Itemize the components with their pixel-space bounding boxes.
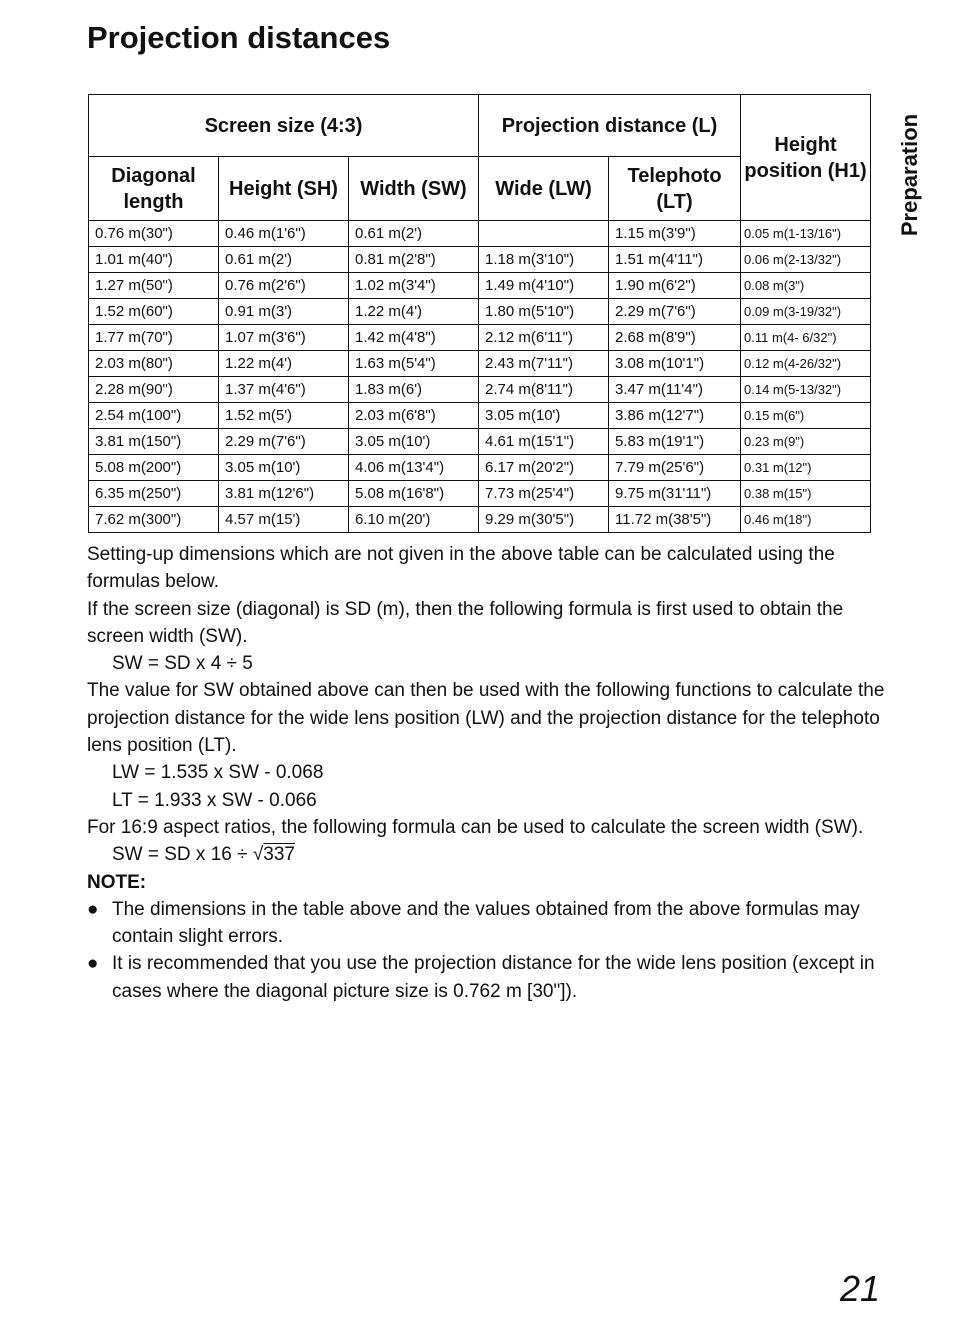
table-row	[89, 325, 871, 351]
telephoto-cell: 3.08 m(10'1")	[609, 351, 741, 377]
wide-cell	[479, 221, 609, 247]
telephoto-cell: 7.79 m(25'6")	[609, 455, 741, 481]
diagonal-cell: 0.76 m(30")	[89, 221, 219, 247]
height-cell: 3.05 m(10')	[219, 455, 349, 481]
diagonal-cell: 2.54 m(100")	[89, 403, 219, 429]
wide-cell: 1.49 m(4'10")	[479, 273, 609, 299]
table-row	[89, 273, 871, 299]
width-cell: 6.10 m(20')	[349, 507, 479, 533]
height-cell: 0.46 m(1'6")	[219, 221, 349, 247]
height-position-cell: 0.05 m(1-13/16")	[741, 221, 871, 247]
table-row	[89, 299, 871, 325]
diagonal-cell: 1.27 m(50")	[89, 273, 219, 299]
instructions	[87, 541, 887, 1005]
height-position-cell: 0.38 m(15")	[741, 481, 871, 507]
width-cell: 4.06 m(13'4")	[349, 455, 479, 481]
section-tab	[880, 95, 940, 255]
table-row	[89, 455, 871, 481]
telephoto-cell: 3.47 m(11'4")	[609, 377, 741, 403]
height-cell: 0.91 m(3')	[219, 299, 349, 325]
wide-cell: 2.12 m(6'11")	[479, 325, 609, 351]
table-group-header-row	[89, 95, 871, 157]
height-position-cell: 0.23 m(9")	[741, 429, 871, 455]
table-row	[89, 481, 871, 507]
table-row	[89, 429, 871, 455]
intro-paragraph: Setting-up dimensions which are not given in the above table can be calculated using the formulas below.	[87, 544, 835, 593]
diagonal-cell: 1.52 m(60")	[89, 299, 219, 325]
wide-cell: 1.18 m(3'10")	[479, 247, 609, 273]
width-cell: 0.61 m(2')	[349, 221, 479, 247]
height-position-cell: 0.31 m(12")	[741, 455, 871, 481]
telephoto-cell: 1.90 m(6'2")	[609, 273, 741, 299]
width-cell: 2.03 m(6'8")	[349, 403, 479, 429]
telephoto-cell: 2.29 m(7'6")	[609, 299, 741, 325]
width-cell: 0.81 m(2'8")	[349, 247, 479, 273]
telephoto-cell: 9.75 m(31'11")	[609, 481, 741, 507]
table-row	[89, 403, 871, 429]
height-position-cell: 0.09 m(3-19/32")	[741, 299, 871, 325]
functions-paragraph: The value for SW obtained above can then be used with the following functions to calculate the projection distance for the wide lens position (LW) and the projection distance for the telephoto lens position (LT).	[87, 680, 885, 757]
section-tab-label: Preparation	[897, 113, 922, 237]
height-cell: 1.52 m(5')	[219, 403, 349, 429]
wide-cell: 4.61 m(15'1")	[479, 429, 609, 455]
diagonal-cell: 3.81 m(150")	[89, 429, 219, 455]
projection-distance-header: Projection distance (L)	[479, 95, 741, 157]
height-position-cell: 0.06 m(2-13/32")	[741, 247, 871, 273]
wide-cell: 9.29 m(30'5")	[479, 507, 609, 533]
page-number: 21	[840, 1268, 881, 1309]
telephoto-cell: 5.83 m(19'1")	[609, 429, 741, 455]
height-cell: 2.29 m(7'6")	[219, 429, 349, 455]
screen-size-header: Screen size (4:3)	[89, 95, 479, 157]
diagonal-cell: 5.08 m(200")	[89, 455, 219, 481]
telephoto-cell: 1.15 m(3'9")	[609, 221, 741, 247]
wide-header: Wide (LW)	[479, 157, 609, 221]
note-item	[87, 896, 887, 951]
width-cell: 1.63 m(5'4")	[349, 351, 479, 377]
diagonal-cell: 2.28 m(90")	[89, 377, 219, 403]
width-cell: 5.08 m(16'8")	[349, 481, 479, 507]
height-position-cell: 0.15 m(6")	[741, 403, 871, 429]
height-position-header: Height position (H1)	[741, 95, 871, 221]
formula-lt: LT = 1.933 x SW - 0.066	[112, 789, 317, 811]
table-body	[89, 221, 871, 533]
formula-sw-16-9	[87, 841, 887, 868]
width-cell: 1.83 m(6')	[349, 377, 479, 403]
aspect-paragraph: For 16:9 aspect ratios, the following formula can be used to calculate the screen width (SW).	[87, 816, 864, 838]
diagonal-cell: 1.77 m(70")	[89, 325, 219, 351]
formula-lw: LW = 1.535 x SW - 0.068	[112, 762, 324, 784]
width-cell: 1.02 m(3'4")	[349, 273, 479, 299]
diagonal-cell: 7.62 m(300")	[89, 507, 219, 533]
height-position-cell: 0.14 m(5-13/32")	[741, 377, 871, 403]
telephoto-cell: 11.72 m(38'5")	[609, 507, 741, 533]
table-row	[89, 507, 871, 533]
bullet-dot: ●	[87, 898, 99, 920]
page-title: Projection distances	[87, 20, 391, 55]
height-cell: 1.22 m(4')	[219, 351, 349, 377]
note-label: NOTE:	[87, 871, 147, 893]
note-item	[87, 950, 887, 1005]
table-row	[89, 221, 871, 247]
wide-cell: 1.80 m(5'10")	[479, 299, 609, 325]
telephoto-header: Telephoto (LT)	[609, 157, 741, 221]
bullet-dot: ●	[87, 953, 99, 975]
width-cell: 3.05 m(10')	[349, 429, 479, 455]
note-text: It is recommended that you use the projection distance for the wide lens position (except in cases where the diagonal picture size is 0.762 m [30"]).	[112, 953, 875, 1002]
table-row	[89, 351, 871, 377]
note-text: The dimensions in the table above and the values obtained from the above formulas may contain slight errors.	[112, 898, 860, 948]
wide-cell: 2.74 m(8'11")	[479, 377, 609, 403]
table-row	[89, 377, 871, 403]
formula-radicand: 337	[263, 844, 295, 866]
screen-width-header: Width (SW)	[349, 157, 479, 221]
diagonal-paragraph: If the screen size (diagonal) is SD (m), then the following formula is first used to obtain the screen width (SW).	[87, 598, 844, 647]
width-cell: 1.42 m(4'8")	[349, 325, 479, 351]
projection-distance-table	[88, 94, 871, 533]
diagonal-cell: 2.03 m(80")	[89, 351, 219, 377]
height-position-cell: 0.46 m(18")	[741, 507, 871, 533]
height-cell: 0.61 m(2')	[219, 247, 349, 273]
height-position-cell: 0.12 m(4-26/32")	[741, 351, 871, 377]
formula-sw: SW = SD x 4 ÷ 5	[112, 653, 253, 675]
diagonal-header: Diagonal length	[89, 157, 219, 221]
wide-cell: 7.73 m(25'4")	[479, 481, 609, 507]
table-row	[89, 247, 871, 273]
height-position-cell: 0.08 m(3")	[741, 273, 871, 299]
height-cell: 1.07 m(3'6")	[219, 325, 349, 351]
wide-cell: 2.43 m(7'11")	[479, 351, 609, 377]
diagonal-cell: 1.01 m(40")	[89, 247, 219, 273]
width-cell: 1.22 m(4')	[349, 299, 479, 325]
height-cell: 3.81 m(12'6")	[219, 481, 349, 507]
telephoto-cell: 3.86 m(12'7")	[609, 403, 741, 429]
height-cell: 1.37 m(4'6")	[219, 377, 349, 403]
wide-cell: 3.05 m(10')	[479, 403, 609, 429]
height-cell: 0.76 m(2'6")	[219, 273, 349, 299]
diagonal-cell: 6.35 m(250")	[89, 481, 219, 507]
height-position-cell: 0.11 m(4- 6/32")	[741, 325, 871, 351]
telephoto-cell: 1.51 m(4'11")	[609, 247, 741, 273]
wide-cell: 6.17 m(20'2")	[479, 455, 609, 481]
height-cell: 4.57 m(15')	[219, 507, 349, 533]
screen-height-header: Height (SH)	[219, 157, 349, 221]
formula-prefix: SW = SD x 16 ÷ √	[112, 844, 264, 866]
telephoto-cell: 2.68 m(8'9")	[609, 325, 741, 351]
